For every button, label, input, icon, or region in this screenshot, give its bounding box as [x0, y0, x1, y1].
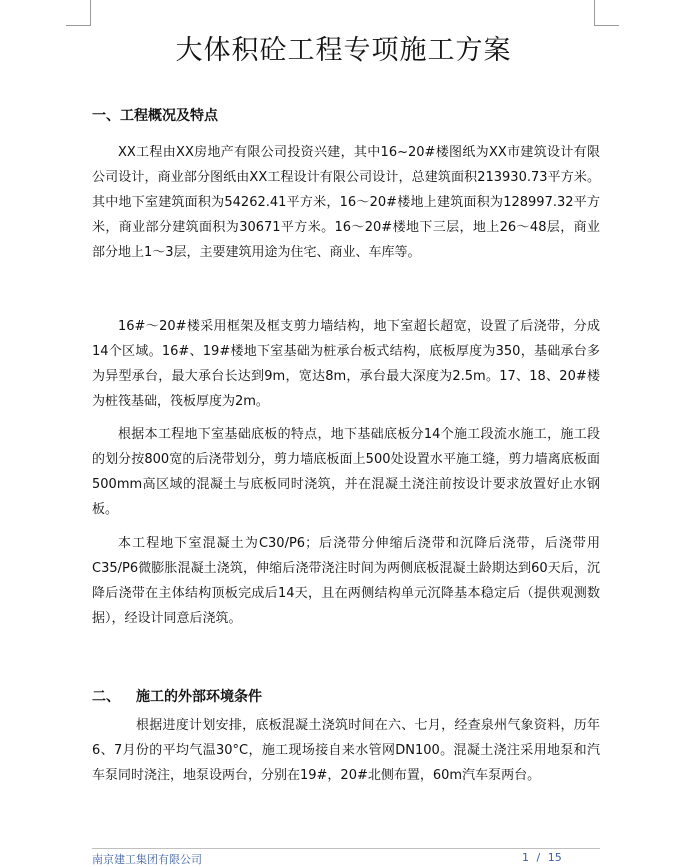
paragraph: 根据本工程地下室基础底板的特点，地下基础底板分14个施工段流水施工，施工段的划分按800宽的后浇带划分，剪力墙底板面上500处设置水平施工缝，剪力墙离底板面500mm高区域的混凝土与底板同时浇筑，并在混凝土浇注前按设计要求放置好止水钢板。 [92, 427, 600, 517]
section-heading-1: 一、工程概况及特点 [92, 108, 218, 124]
paragraph: 16#～20#楼采用框架及框支剪力墙结构，地下室超长超宽，设置了后浇带，分成14个区域。16#、19#楼地下室基础为桩承台板式结构，底板厚度为350，基础承台多为异型承台，最大承台长达到9m，宽达8m，承台最大深度为2.5m。17、18、20#楼为桩筏基础，筏板厚度为2m。 [92, 319, 600, 409]
section-heading-2-text: 施工的外部环境条件 [136, 689, 262, 705]
section-heading-2-number: 二、 [92, 689, 120, 705]
margin-corner-top-right-h [595, 25, 619, 26]
footer-divider [92, 848, 600, 849]
document-title: 大体积砼工程专项施工方案 [175, 35, 512, 66]
margin-corner-top-left-h [66, 25, 90, 26]
paragraph: XX工程由XX房地产有限公司投资兴建，其中16~20#楼图纸为XX市建筑设计有限公司设计，商业部分图纸由XX工程设计有限公司设计，总建筑面积213930.73平方米。其中地下室建筑面积为54262.41平方米，16～20#楼地上建筑面积为128997.32平方米，商业部分建筑面积为30671平方米。16～20#楼地下三层，地上26～48层，商业部分地上1～3层，主要建筑用途为住宅、商业、车库等。 [92, 145, 600, 260]
paragraph: 本工程地下室混凝土为C30/P6；后浇带分伸缩后浇带和沉降后浇带，后浇带用C35/P6微膨胀混凝土浇筑，伸缩后浇带浇注时间为两侧底板混凝土龄期达到60天后，沉降后浇带在主体结构顶板完成后14天，且在两侧结构单元沉降基本稳定后（提供观测数据），经设计同意后浇筑。 [92, 536, 600, 626]
paragraph: 根据进度计划安排，底板混凝土浇筑时间在六、七月，经查泉州气象资料，历年6、7月份的平均气温30°C，施工现场接自来水管网DN100。混凝土浇注采用地泵和汽车泵同时浇注，地泵设两台，分别在19#，20#北侧布置，60m汽车泵两台。 [92, 718, 600, 783]
footer-company: 南京建工集团有限公司 [92, 853, 202, 866]
margin-corner-top-right [594, 0, 595, 26]
margin-corner-top-left [90, 0, 91, 26]
footer-page-number: 1 / 15 [522, 851, 562, 864]
section-heading-2 [92, 686, 262, 706]
